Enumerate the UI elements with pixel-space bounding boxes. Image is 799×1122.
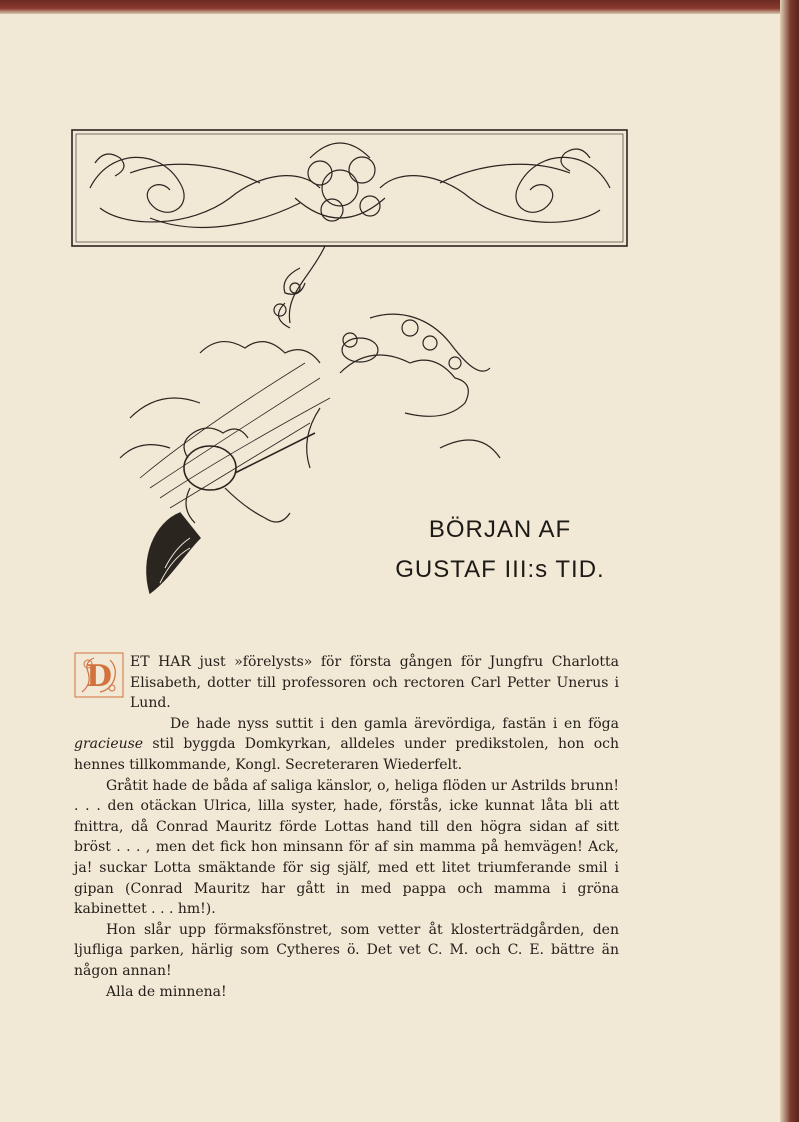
dropcap-initial	[74, 652, 124, 698]
paragraph-2-b: stil byggda Domkyrkan, alldeles under predikstolen, hon och hennes tillkommande, Kongl. Secreteraren Wiederfelt.	[74, 736, 619, 773]
heading-line-2: GUSTAF III:s TID.	[395, 556, 605, 583]
paragraph-2	[74, 714, 619, 776]
paragraph-2-italic: gracieuse	[74, 736, 144, 753]
paragraph-3: Gråtit hade de båda af saliga känslor, o, heliga flöden ur Astrilds brunn! . . . den otäckan Ulrica, lilla syster, hade, förstås, icke kunnat låta bli att fnittra, då Conrad Mauritz förde Lottas hand till den högra sidan af sitt bröst . . . , men det fick hon minsann för af sin mamma på hemvägen! Ack, ja! suckar Lotta smäktande för sig själf, med ett litet triumferande smil i gipan (Conrad Mauritz har gått in med pappa och mamma i gröna kabinettet . . . hm!).	[74, 777, 619, 918]
chapter-body	[74, 652, 619, 1002]
paragraph-2-a: De hade nyss suttit i den gamla ärevördiga, fastän i en föga	[170, 715, 619, 732]
heading-line-1: BÖRJAN AF	[428, 516, 572, 543]
book-spine	[780, 0, 799, 1122]
chapter-heading	[380, 510, 620, 590]
dropcap-letter: D	[85, 659, 113, 694]
paragraph-5: Alla de minnena!	[106, 983, 227, 1000]
paragraph-1: ET HAR just »förelysts» för första gången för Jungfru Charlotta Elisabeth, dotter till professoren och rectoren Carl Petter Unerus i Lund.	[130, 654, 619, 712]
top-binding-edge	[0, 0, 799, 14]
paragraph-4: Hon slår upp förmaksfönstret, som vetter åt klosterträdgården, den ljufliga parken, härlig som Cytheres ö. Det vet C. M. och C. E. bättre än någon annan!	[74, 921, 619, 979]
